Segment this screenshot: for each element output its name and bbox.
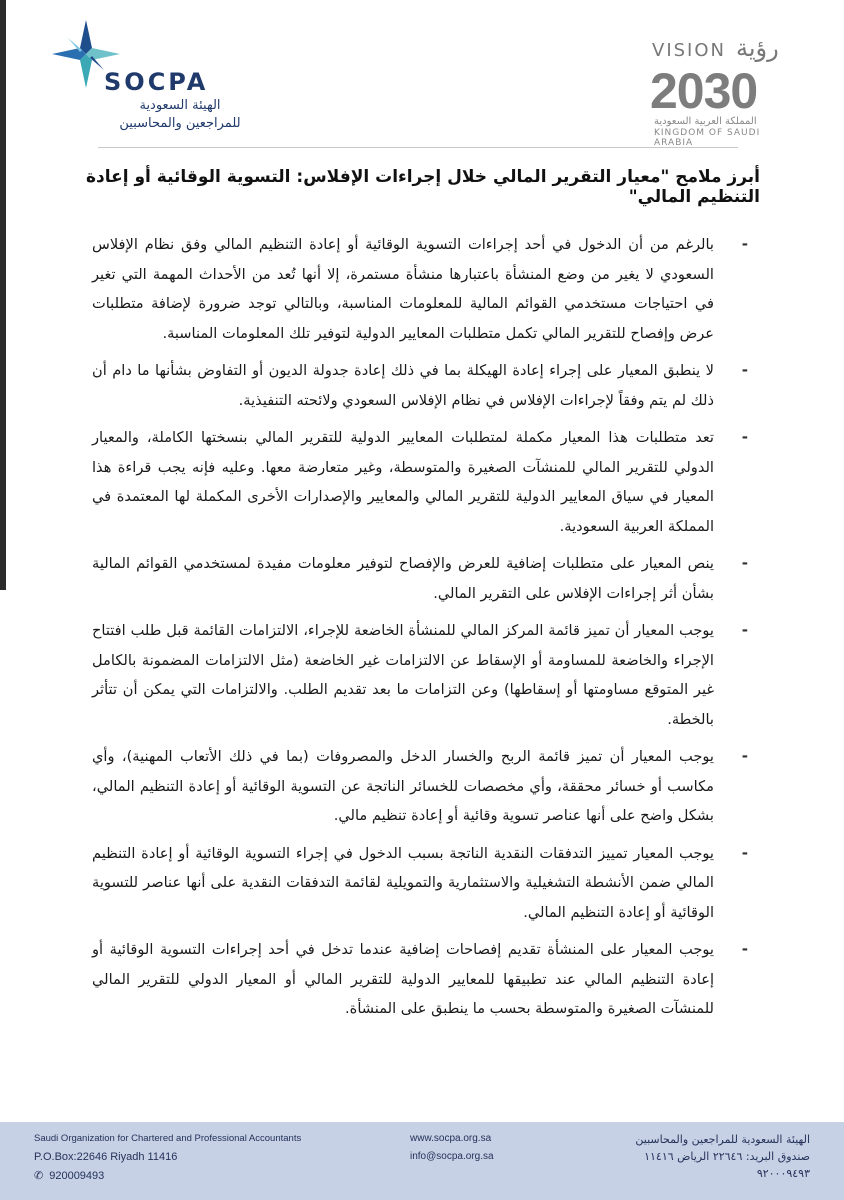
bullet-marker: - xyxy=(741,361,748,379)
vision-year: 2030 xyxy=(650,63,758,119)
vision-2030-logo xyxy=(640,30,800,148)
scan-edge-shadow xyxy=(0,0,6,590)
list-item xyxy=(92,549,748,608)
list-item-text: يوجب المعيار على المنشأة تقديم إفصاحات إضافية عندما تدخل في أحد إجراءات التسوية الوقائية أو إعادة التنظيم المالي عند تطبيقها للمعايير الدولية للتقرير المالي أو المعيار الدولي للتقرير المالي للمنشآت الصغيرة والمتوسطة بحسب ما ينطبق على المنشأة. xyxy=(92,941,714,1017)
list-item xyxy=(92,742,748,831)
bullet-marker: - xyxy=(741,747,748,765)
vision-arabic-word: رؤية xyxy=(736,34,779,62)
highlights-list xyxy=(92,230,748,1032)
socpa-name: SOCPA xyxy=(104,68,209,96)
footer-org-english: Saudi Organization for Chartered and Professional Accountants xyxy=(34,1133,302,1144)
header-divider xyxy=(98,147,738,148)
vision-kingdom-arabic: المملكة العربية السعودية xyxy=(654,116,757,127)
socpa-arabic-line1: الهيئة السعودية xyxy=(139,98,221,113)
phone-icon: ✆ xyxy=(34,1170,44,1182)
socpa-arabic-line2: للمراجعين والمحاسبين xyxy=(119,116,241,131)
footer-website-link[interactable]: www.socpa.org.sa xyxy=(410,1133,492,1144)
list-item xyxy=(92,423,748,541)
footer-org-arabic: الهيئة السعودية للمراجعين والمحاسبين xyxy=(635,1133,810,1146)
list-item xyxy=(92,616,748,734)
list-item xyxy=(92,356,748,415)
vision-kingdom: KINGDOM OF SAUDI ARABIA xyxy=(654,128,761,148)
list-item xyxy=(92,230,748,348)
vision-word: VISION xyxy=(652,40,726,61)
footer-phone-arabic: ٩٢٠٠٠٩٤٩٣ xyxy=(756,1167,810,1180)
page-footer xyxy=(0,1122,844,1200)
list-item-text: يوجب المعيار أن تميز قائمة المركز المالي للمنشأة الخاضعة للإجراء، الالتزامات القائمة قبل طلب افتتاح الإجراء والخاضعة للمساومة أو الإسقاط عن الالتزامات غير الخاضعة (مثل الالتزامات المضمونة بالكامل غير المتوقع مساومتها أو إسقاطها) وعن التزامات ما بعد تقديم الطلب. والالتزامات التي يمكن أن تتأثر بالخطة. xyxy=(92,622,714,728)
document-title: أبرز ملامح "معيار التقرير المالي خلال إجراءات الإفلاس: التسوية الوقائية أو إعادة التنظيم المالي" xyxy=(85,167,760,207)
bullet-marker: - xyxy=(741,554,748,572)
footer-pobox-arabic: صندوق البريد: ٢٢٦٤٦ الرياض ١١٤١٦ xyxy=(644,1150,810,1163)
bullet-marker: - xyxy=(741,428,748,446)
socpa-logo xyxy=(40,18,250,138)
list-item-text: لا ينطبق المعيار على إجراء إعادة الهيكلة بما في ذلك إعادة جدولة الديون أو التفاوض بشأنها ما دام أن ذلك لم يتم وفقاً لإجراءات الإفلاس في نظام الإفلاس السعودي ولائحته التنفيذية. xyxy=(92,362,714,409)
bullet-marker: - xyxy=(741,940,748,958)
list-item-text: تعد متطلبات هذا المعيار مكملة لمتطلبات المعايير الدولية للتقرير المالي بنسختها الكاملة، والمعيار الدولي للتقرير المالي للمنشآت الصغيرة والمتوسطة، وغير متعارضة معها. وعليه فإنه يجب قراءة هذا المعيار في سياق المعايير الدولية للتقرير المالي والمعايير والإصدارات الأخرى المكملة لها المعتمدة في المملكة العربية السعودية. xyxy=(92,429,714,535)
footer-phone-number: 920009493 xyxy=(49,1170,105,1182)
list-item xyxy=(92,935,748,1024)
bullet-marker: - xyxy=(741,843,748,862)
list-item-text: يوجب المعيار أن تميز قائمة الربح والخسار الدخل والمصروفات (بما في ذلك الأتعاب المهنية)، وأي مكاسب أو خسائر محققة، وأي مخصصات للخسائر الناتجة عن التسوية الوقائية أو إعادة التنظيم المالي، بشكل واضح على أنها عناصر تسوية وقائية أو إعادة تنظيم مالي. xyxy=(92,748,714,824)
list-item-text: يوجب المعيار تمييز التدفقات النقدية الناتجة بسبب الدخول في إجراء التسوية الوقائية أو إعادة التنظيم المالي ضمن الأنشطة التشغيلية والاستثمارية والتمويلية لقائمة التدفقات النقدية على أنها عناصر للتسوية الوقائية أو إعادة التنظيم المالي. xyxy=(92,844,714,921)
footer-pobox: P.O.Box:22646 Riyadh 11416 xyxy=(34,1151,178,1163)
footer-email-link[interactable]: info@socpa.org.sa xyxy=(410,1151,494,1162)
bullet-marker: - xyxy=(741,235,748,253)
list-item-text: بالرغم من أن الدخول في أحد إجراءات التسوية الوقائية أو إعادة التنظيم المالي وفق نظام الإفلاس السعودي لا يغير من وضع المنشأة باعتبارها منشأة مستمرة، إلا أنها تُعد من الأحداث المهمة التي تغير في احتياجات مستخدمي القوائم المالية للمعلومات المناسبة، وبالتالي توجد ضرورة لإضافة متطلبات عرض وإفصاح للتقرير المالي تكمل متطلبات المعايير الدولية لتوفير تلك المعلومات المناسبة. xyxy=(92,236,714,342)
list-item xyxy=(92,839,748,928)
footer-phone xyxy=(34,1169,104,1182)
bullet-marker: - xyxy=(741,621,748,639)
list-item-text: ينص المعيار على متطلبات إضافية للعرض والإفصاح لتوفير معلومات مفيدة لمستخدمي القوائم المالية بشأن أثر إجراءات الإفلاس على التقرير المالي. xyxy=(92,555,714,602)
